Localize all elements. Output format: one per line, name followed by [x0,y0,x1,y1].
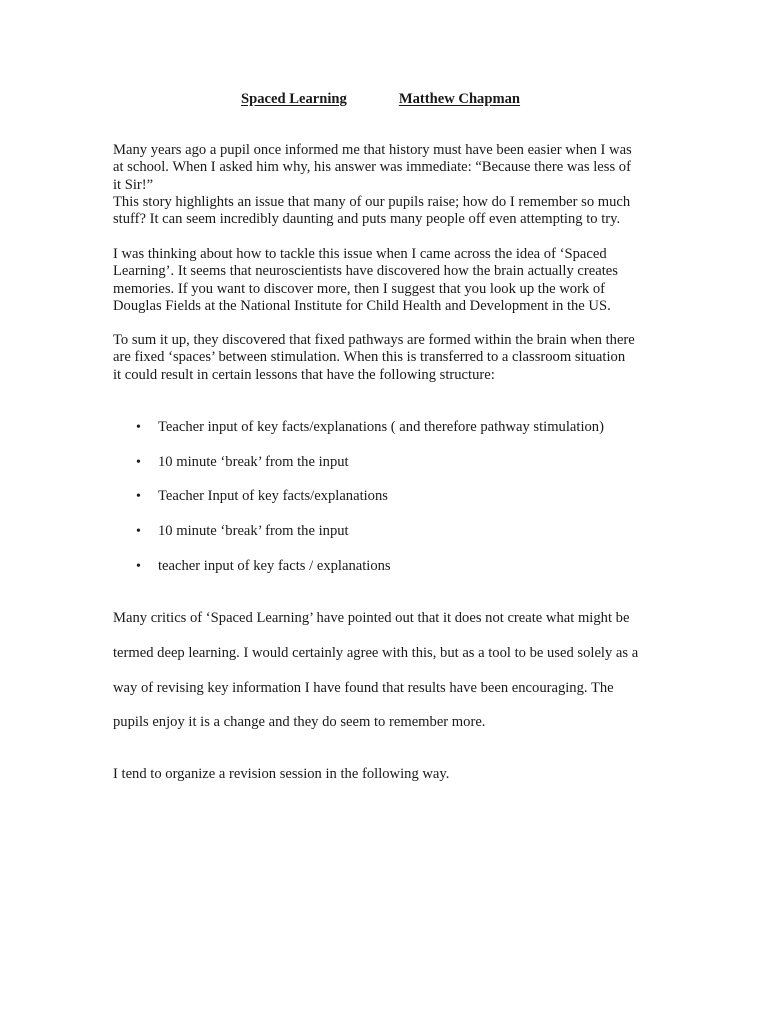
list-item [136,558,391,575]
paragraph-revision: I tend to organize a revision session in the following way. [113,766,450,782]
list-item [136,419,604,436]
paragraph-line: at school. When I asked him why, his answer was immediate: “Because there was less of [113,159,631,176]
paragraph-line: it could result in certain lessons that have the following structure: [113,366,495,383]
list-item-text: Teacher Input of key facts/explanations [158,488,388,504]
paragraph-intro [113,142,658,228]
paragraph-line: Learning’. It seems that neuroscientists have discovered how the brain actually creates [113,263,618,280]
paragraph-line: it Sir!” [113,176,154,193]
list-item-text: 10 minute ‘break’ from the input [158,523,349,539]
list-item-text: 10 minute ‘break’ from the input [158,454,349,470]
list-item-text: Teacher input of key facts/explanations ( and therefore pathway stimulation) [158,419,604,435]
paragraph-line: stuff? It can seem incredibly daunting and puts many people off even attempting to try. [113,211,621,228]
paragraph-line: Many years ago a pupil once informed me that history must have been easier when I was [113,142,632,158]
paragraph-line: To sum it up, they discovered that fixed pathways are formed within the brain when there [113,332,635,348]
paragraph-line: Douglas Fields at the National Institute for Child Health and Development in the US. [113,297,611,314]
paragraph-spaced-learning [113,246,658,315]
bullet-icon: • [136,524,141,539]
list-item [136,488,388,505]
paragraph-line: termed deep learning. I would certainly agree with this, but as a tool to be used solely as a [113,645,639,661]
paragraph-line: way of revising key information I have found that results have been encouraging. The [113,680,614,696]
paragraph-line: I was thinking about how to tackle this issue when I came across the idea of ‘Spaced [113,246,607,262]
bullet-icon: • [136,489,141,504]
bullet-icon: • [136,420,141,435]
document-author: Matthew Chapman [398,91,521,107]
paragraph-line: This story highlights an issue that many of our pupils raise; how do I remember so much [113,193,631,210]
document-heading [241,91,520,108]
bullet-icon: • [136,455,141,470]
list-item [136,523,349,540]
list-item-text: teacher input of key facts / explanations [158,558,391,574]
paragraph-line: Many critics of ‘Spaced Learning’ have pointed out that it does not create what might be [113,610,630,626]
paragraph-line: pupils enjoy it is a change and they do seem to remember more. [113,714,486,730]
document-title: Spaced Learning [241,91,347,107]
bullet-icon: • [136,559,141,574]
list-item [136,454,349,471]
paragraph-line: are fixed ‘spaces’ between stimulation. When this is transferred to a classroom situation [113,349,626,366]
paragraph-sum-up [113,332,658,384]
paragraph-line: memories. If you want to discover more, then I suggest that you look up the work of [113,280,606,297]
